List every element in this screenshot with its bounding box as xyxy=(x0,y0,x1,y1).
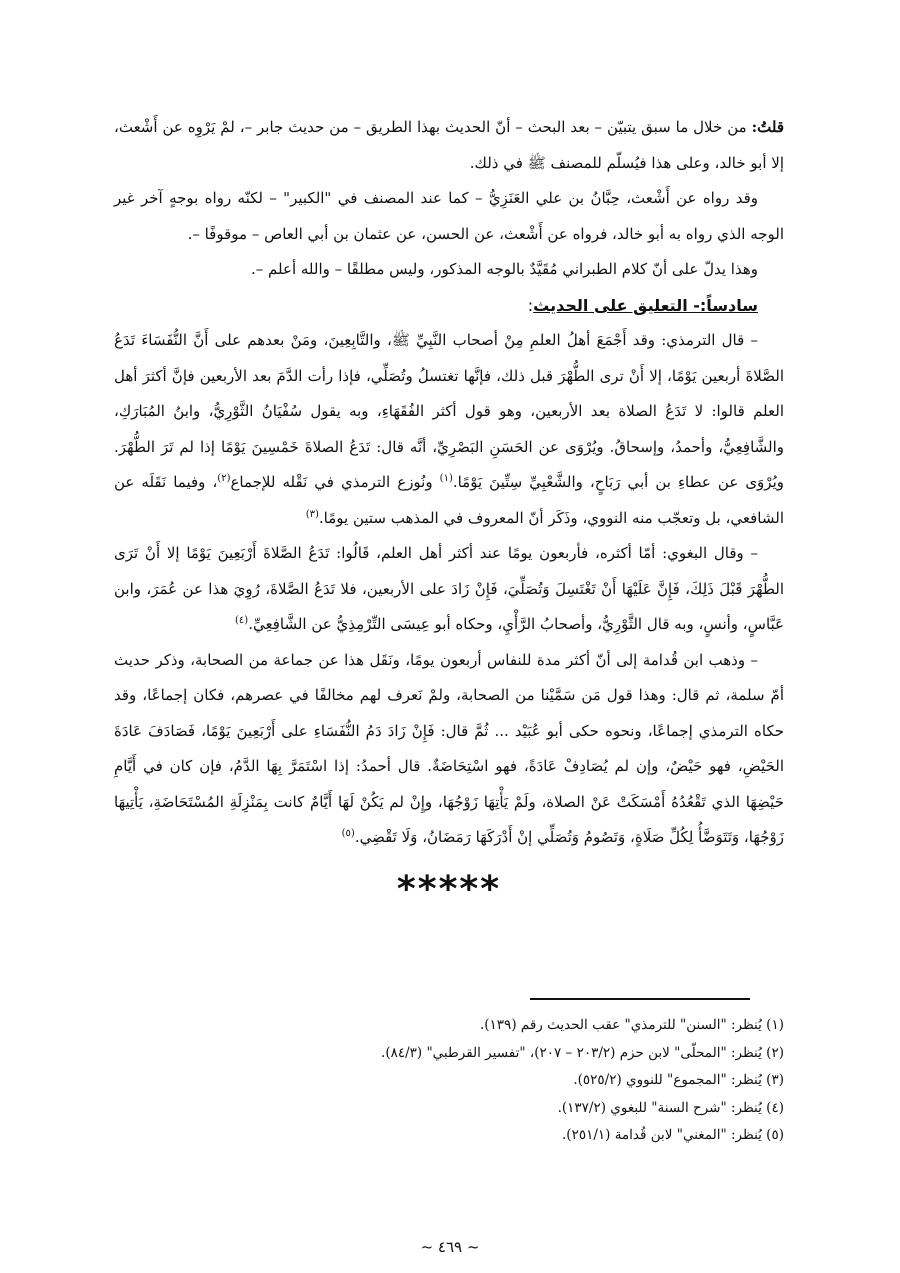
footnote-ref-2[interactable]: (٢) xyxy=(217,473,231,484)
main-text xyxy=(114,110,784,912)
footnote-ref-3[interactable]: (٣) xyxy=(305,508,319,520)
footnote-2: (٢) يُنظر: "المحلّى" لابن حزم (٢٠٣/٢ – ٢٠٧)، "تفسير القرطبي" (٨٤/٣). xyxy=(381,1044,784,1061)
paragraph-5-text: – وقال البغوي: أمّا أكثره، فأربعون يومًا عند أكثر أهل العلم، قَالُوا: تَدَعُ الصَّلاةَ أَرْبَعِينَ يَوْمًا إلا أَنْ تَرَى الطُّهْرَ قَبْلَ ذَلِكَ، فَإِنَّ عَلَيْهَا أَنْ تَغْتَسِلَ وَتُصَلِّيَ، فَإِنْ زَادَ على الأربعين، فلا تَدَعُ الصَّلاةَ، رُوِيَ هذا عن عُمَرَ، وابن عَبَّاسٍ، وأنسٍ، وبه قال الثَّوْرِيُّ، وأصحابُ الرَّأْيِ، وحكاه أبو عِيسَى التِّرْمِذِيُّ عن الشَّافِعِيِّ. xyxy=(114,544,784,633)
paragraph-4-end: ، وفيما نَقَلَه عن الشافعي، بل وتعجّب منه النووي، وذَكَر أنّ المعروف في المذهب ستين يومًا. xyxy=(114,473,784,527)
paragraph-6 xyxy=(114,643,784,856)
footnote-4: (٤) يُنظر: "شرح السنة" للبغوي (١٣٧/٢). xyxy=(557,1099,784,1116)
footnote-divider xyxy=(530,998,750,1000)
page-number: ~ ٤٦٩ ~ xyxy=(420,1238,480,1256)
paragraph-4-mid: ونُوزع الترمذي في نَقْله للإجماع xyxy=(230,473,440,491)
footnote-1: (١) يُنظر: "السنن" للترمذي" عقب الحديث رقم (١٣٩). xyxy=(479,1017,784,1033)
section-heading xyxy=(114,288,784,324)
paragraph-2: وقد رواه عن أَشْعث، حِبَّانُ بن علي العَنَزِيُّ – كما عند المصنف في "الكبير" – لكنّه رواه بوجهٍ آخر غير الوجه الذي رواه به أبو خالد، فرواه عن أَشْعث، عن الحسن، عن عثمان بن أبي العاص – موقوفًا –. xyxy=(114,189,784,243)
footnote-5: (٥) يُنظر: "المغني" لابن قُدامة (٢٥١/١). xyxy=(562,1127,784,1143)
paragraph-6-text: – وذهب ابن قُدامة إلى أنّ أكثر مدة للنفاس أربعون يومًا، ونَقَل هذا عن جماعة من الصحابة، وذكر حديث أمّ سلمة، ثم قال: وهذا قول مَن سَمَّيْنا من الصحابة، ولمْ نَعرف لهم مخالفًا في عصرهم، فكان إجماعًا، وقد حكاه الترمذي إجماعًا، ونحوه حكى أبو عُبَيْد ... ثُمَّ قال: فَإِنْ زَادَ دَمُ النُّفَسَاءِ على أَرْبَعِينَ يَوْمًا، فَصَادَفَ عَادَةَ الحَيْضِ، فهو حَيْضٌ، وإن لم يُصَادِفْ عَادَةً، فهو اسْتِحَاضَةٌ. قال أحمدُ: إذا اسْتَمَرَّ بِهَا الدَّمُ، فإن كان في أَيَّامِ حَيْضِهَا الذي تَقْعُدُهُ أَمْسَكَتْ عَنْ الصلاة، ولَمْ يَأْتِهَا زَوْجُهَا، وإِنْ لم يَكُنْ لَهَا أَيَّامٌ كانت بِمَنْزِلَةِ المُسْتَحَاضَةِ، يَأْتِيهَا زَوْجُهَا، وَتَتَوَضَّأُ لِكُلِّ صَلَاةٍ، وَتَصُومُ وَتُصَلِّي إنْ أَدْرَكَهَا رَمَضَانُ، وَلَا تَقْضِي. xyxy=(114,650,784,846)
paragraph-5 xyxy=(114,536,784,643)
footnote-ref-1[interactable]: (١) xyxy=(439,473,453,484)
footnotes xyxy=(114,1012,784,1150)
paragraph-3: وهذا يدلّ على أنّ كلام الطبراني مُقَيَّدٌ بالوجه المذكور، وليس مطلقًا – والله أعلم –. xyxy=(251,260,758,278)
footnote-3: (٣) يُنظر: "المجموع" للنووي (٥٢٥/٢). xyxy=(573,1072,784,1088)
footnote-ref-5[interactable]: (٥) xyxy=(341,828,355,839)
section-separator: ***** xyxy=(396,868,502,910)
paragraph-1-lead: قلتُ: xyxy=(751,118,784,136)
paragraph-1-text: من خلال ما سبق يتبيّن – بعد البحث – أنّ الحديث بهذا الطريق – من حديث جابر –، لمْ يَرْوِه عن أَشْعث، إلا أبو خالد، وعلى هذا فيُسلّم للمصنف ﷺ في ذلك. xyxy=(114,118,784,172)
footnote-ref-4[interactable]: (٤) xyxy=(235,615,249,626)
paragraph-1 xyxy=(114,110,784,181)
section-heading-title: سادساً:- التعليق على الحديث xyxy=(533,295,758,315)
section-heading-colon: : xyxy=(527,295,534,315)
paragraph-4 xyxy=(114,323,784,536)
paragraph-4-text: – قال الترمذي: وقد أَجْمَعَ أهلُ العلمِ مِنْ أصحاب النَّبِيِّ ﷺ، والتَّابِعِينَ، ومَنْ بعدهم على أَنَّ النُّفَسَاءَ تَدَعُ الصَّلاةَ أربعين يَوْمًا، إلا أَنْ ترى الطُّهْرَ قبل ذلك، فإنَّها تغتسلُ وتُصَلِّي، فإذا رأت الدَّمَ بعد الأربعين فإنَّ أكثرَ أهل العلم قالوا: لا تَدَعُ الصلاة بعد الأربعين، وهو قول أكثر الفُقَهَاءِ، وبه يقول سُفْيَانُ الثَّوْرِيُّ، وابنُ المُبَارَكِ، والشَّافِعِيُّ، وأحمدُ، وإسحاقُ. ويُرْوَى عن الحَسَنِ البَصْرِيِّ، أنَّه قال: تَدَعُ الصلاةَ خَمْسِينَ يَوْمًا إذا لم تَرَ الطُّهْرَ. ويُرْوَى عن عطاءِ بن أبي رَبَاحٍ، والشَّعْبِيِّ سِتِّينَ يَوْمًا. xyxy=(114,331,784,491)
